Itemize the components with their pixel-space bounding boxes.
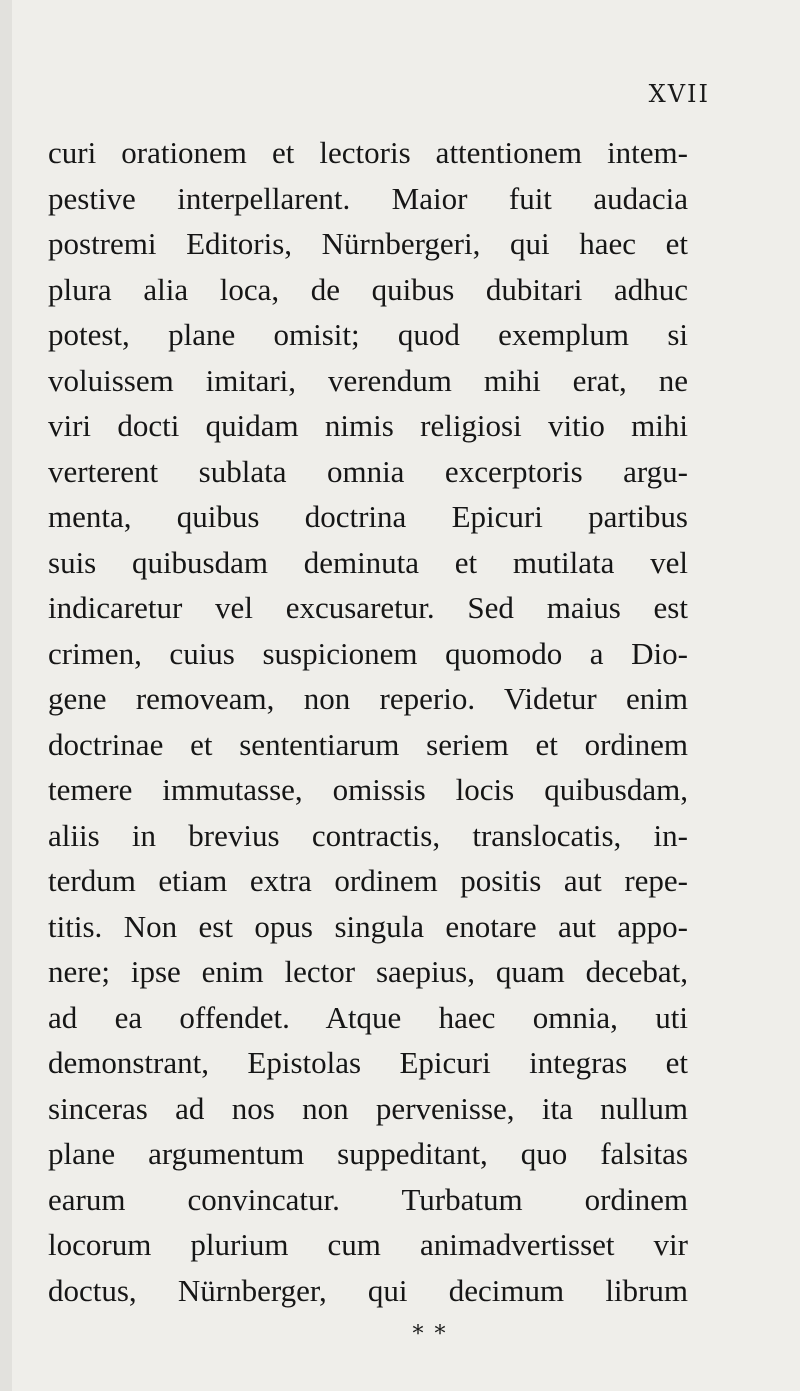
text-line: earum convincatur. Turbatum ordinem <box>48 1181 688 1217</box>
text-line: pestive interpellarent. Maior fuit audacia <box>48 180 688 216</box>
text-line: plura alia loca, de quibus dubitari adhuc <box>48 271 688 307</box>
text-line: ad ea offendet. Atque haec omnia, uti <box>48 999 688 1035</box>
page-number: XVII <box>648 80 710 108</box>
text-line: potest, plane omisit; quod exemplum si <box>48 317 688 352</box>
text-line: temere immutasse, omissis locis quibusdam, <box>48 772 688 807</box>
body-text <box>48 130 688 1313</box>
text-line: postremi Editoris, Nürnbergeri, qui haec et <box>48 226 688 261</box>
text-line: curi orationem et lectoris attentionem intem- <box>48 135 688 170</box>
text-line: gene removeam, non reperio. Videtur enim <box>48 681 688 716</box>
text-line: demonstrant, Epistolas Epicuri integras et <box>48 1045 688 1080</box>
text-line: indicaretur vel excusaretur. Sed maius est <box>48 590 688 625</box>
text-line: locorum plurium cum animadvertisset vir <box>48 1227 688 1262</box>
page-edge <box>0 0 12 1391</box>
text-line: viri docti quidam nimis religiosi vitio mihi <box>48 408 688 443</box>
text-line: nere; ipse enim lector saepius, quam decebat, <box>48 954 688 989</box>
text-line: doctrinae et sententiarum seriem et ordinem <box>48 726 688 762</box>
signature-mark: * * <box>412 1322 448 1347</box>
text-line: suis quibusdam deminuta et mutilata vel <box>48 544 688 580</box>
text-line: aliis in brevius contractis, translocatis, in- <box>48 817 688 853</box>
text-line: terdum etiam extra ordinem positis aut repe- <box>48 863 688 898</box>
text-line: menta, quibus doctrina Epicuri partibus <box>48 499 688 534</box>
text-line: doctus, Nürnberger, qui decimum librum <box>48 1272 688 1308</box>
text-line: crimen, cuius suspicionem quomodo a Dio- <box>48 635 688 671</box>
text-line: plane argumentum suppeditant, quo falsitas <box>48 1136 688 1171</box>
text-line: verterent sublata omnia excerptoris argu- <box>48 453 688 489</box>
text-line: voluissem imitari, verendum mihi erat, ne <box>48 362 688 398</box>
text-line: titis. Non est opus singula enotare aut appo- <box>48 908 688 944</box>
text-line: sinceras ad nos non pervenisse, ita nullum <box>48 1090 688 1126</box>
